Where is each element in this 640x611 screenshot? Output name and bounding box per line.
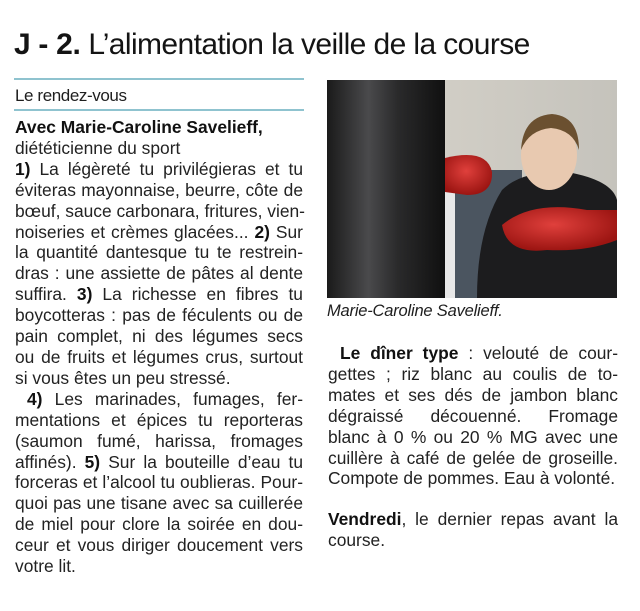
text-line: la quantité dantesque tu te restrein- (15, 242, 303, 263)
text-line: suffira. 3) La richesse en fibres tu (15, 284, 303, 305)
byline-role: diététicienne du sport (15, 137, 181, 158)
text-line: dras : une assiette de pâtes al dente (15, 263, 303, 284)
text-line: Le dîner type : velouté de cour- (340, 343, 618, 363)
advice-text (15, 159, 303, 577)
text-line: si vous êtes un peu stressé. (15, 367, 231, 388)
boxer-photo-image (327, 80, 617, 298)
section-label: Le rendez-vous (15, 86, 127, 105)
text-line: ceur et vous diriger doucement vers (15, 535, 303, 556)
text-line: Compote de pommes. Eau à volonté. (328, 468, 616, 489)
right-column (328, 343, 618, 551)
text-line: affinés). 5) Sur la bouteille d’eau tu (15, 451, 303, 472)
left-column (15, 117, 303, 577)
section-rule-top (14, 78, 304, 80)
text-line: bœuf, sauce carbonara, fritures, vien- (15, 200, 305, 221)
photo-caption: Marie-Caroline Savelieff. (327, 302, 503, 320)
text-line: de miel pour clore la soirée en dou- (15, 514, 303, 535)
text-line: votre lit. (15, 556, 76, 577)
article-title (14, 28, 530, 62)
friday-text (328, 509, 618, 551)
text-line: ou de fruits et légumes crus, surtout (15, 346, 303, 367)
text-line: éviteras mayonnaise, beurre, côte de (15, 179, 303, 200)
title-number: J - 2. (14, 28, 81, 61)
text-line: (saumon fumé, harissa, fromages (15, 430, 303, 451)
title-text: L’alimentation la veille de la course (80, 28, 530, 61)
text-line: 1) La légèreté tu privilégieras et tu (15, 158, 303, 179)
text-line: forceras et l’alcool tu oublieras. Pour- (15, 472, 303, 493)
text-line: boycotteras : pas de féculents ou de (15, 305, 303, 326)
diner-type-text (328, 343, 618, 489)
text-line: mates et ses dés de jambon blanc (328, 384, 618, 405)
text-line: gettes ; riz blanc au coulis de to- (328, 363, 618, 384)
text-line: course. (328, 530, 386, 551)
text-line: 4) Les marinades, fumages, fer- (27, 388, 303, 409)
text-line: mentations et épices tu reporteras (15, 409, 303, 430)
text-line: cuillère à café de gelée de groseille. (328, 447, 618, 468)
text-line: quoi pas une tisane avec sa cuillerée (15, 493, 303, 514)
photo (327, 80, 617, 298)
section-rule-bottom (14, 109, 304, 111)
text-line: blanc à 0 % ou 20 % MG avec une (328, 426, 618, 447)
text-line: Vendredi, le dernier repas avant la (328, 509, 618, 530)
text-line: noiseries et crèmes glacées... 2) Sur (15, 221, 303, 242)
text-line: pain complet, ni des légumes secs (15, 326, 303, 347)
byline-name: Avec Marie-Caroline Savelieff, (15, 117, 263, 137)
text-line: dégraissé découenné. Fromage (328, 405, 618, 426)
